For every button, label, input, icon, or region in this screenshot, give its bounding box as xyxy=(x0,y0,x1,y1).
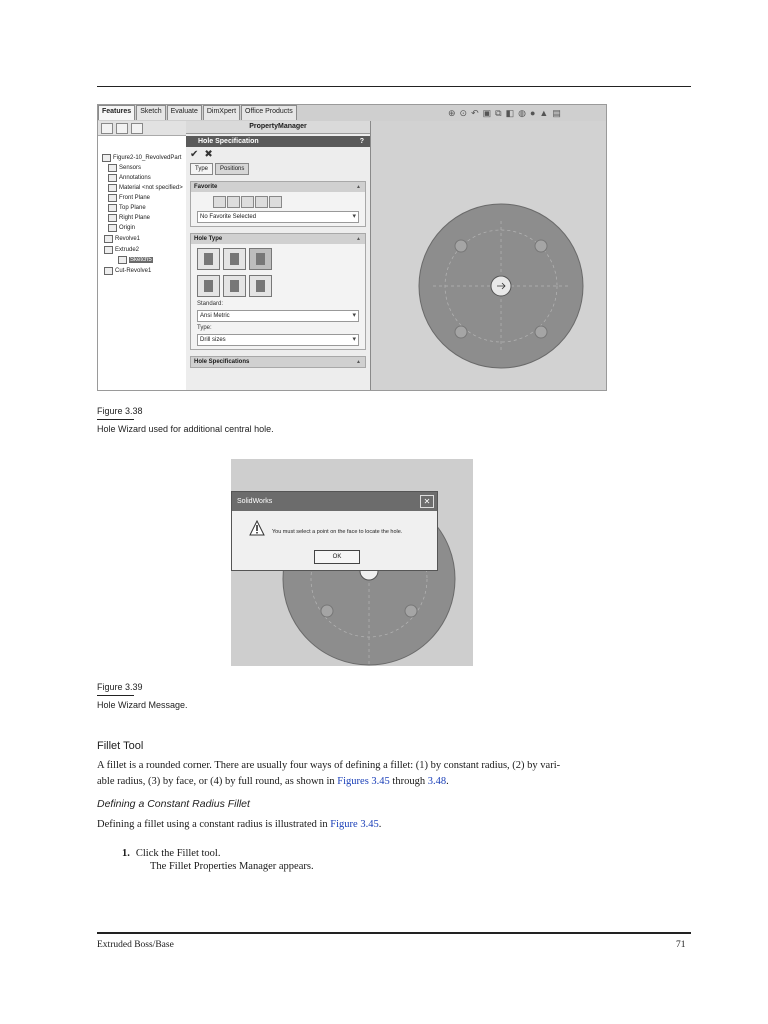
figure-3-38-number: Figure 3.38 xyxy=(97,406,143,416)
part-icon xyxy=(102,154,111,162)
tree-item-top-plane[interactable]: Top Plane xyxy=(108,203,146,212)
link-3-48[interactable]: 3.48 xyxy=(427,776,447,787)
hole-specifications-group xyxy=(190,356,366,368)
legacy-hole-icon[interactable] xyxy=(249,275,272,297)
delete-favorite-icon[interactable] xyxy=(255,196,268,208)
counterbore-icon[interactable] xyxy=(197,248,220,270)
hole-icon[interactable] xyxy=(249,248,272,270)
subsection-heading: Defining a Constant Radius Fillet xyxy=(97,798,250,810)
figure-hole-wizard-screenshot xyxy=(97,104,607,391)
caption-rule xyxy=(97,419,134,420)
solidworks-dialog xyxy=(231,491,438,571)
property-manager-title: PropertyManager xyxy=(186,121,370,134)
sketch-icon xyxy=(118,256,127,264)
close-icon[interactable]: ✕ xyxy=(420,495,434,508)
plane-icon xyxy=(108,214,117,222)
property-manager-panel xyxy=(186,121,371,391)
view-settings-icon[interactable]: ▤ xyxy=(552,108,561,118)
tapered-tap-icon[interactable] xyxy=(223,275,246,297)
straight-tap-icon[interactable] xyxy=(197,275,220,297)
tab-dimxpert[interactable]: DimXpert xyxy=(203,105,240,120)
figure-3-39-caption: Hole Wizard Message. xyxy=(97,700,188,710)
cut-revolve-icon xyxy=(104,267,113,275)
tree-item-sketch5[interactable]: Sketch5 xyxy=(118,255,153,264)
tab-type[interactable]: Type xyxy=(190,163,213,175)
sensor-icon xyxy=(108,164,117,172)
tab-features[interactable]: Features xyxy=(98,105,135,120)
favorite-group xyxy=(190,181,366,227)
section-heading: Fillet Tool xyxy=(97,740,144,752)
link-figure-3-45[interactable]: Figure 3.45 xyxy=(330,819,379,830)
material-icon xyxy=(108,184,117,192)
tree-item-sensors[interactable]: Sensors xyxy=(108,163,141,172)
feature-manager-tree xyxy=(98,121,187,391)
step-text: Click the Fillet tool. xyxy=(135,848,221,859)
step-result: The Fillet Properties Manager appears. xyxy=(150,861,314,872)
command-manager-tabs xyxy=(98,105,298,120)
constant-radius-paragraph: Defining a fillet using a constant radius is illustrated in Figure 3.45. xyxy=(97,819,382,830)
view-orientation-icon[interactable]: ⧉ xyxy=(495,108,502,118)
step-1 xyxy=(122,846,220,861)
tree-item-cut-revolve1[interactable]: Cut-Revolve1 xyxy=(104,266,151,275)
apply-defaults-icon[interactable] xyxy=(213,196,226,208)
part-model-drawing xyxy=(371,121,606,390)
standard-select[interactable]: Ansi Metric ▾ xyxy=(197,310,359,322)
favorite-header[interactable]: Favorite ▲ xyxy=(191,182,365,192)
plane-icon xyxy=(108,194,117,202)
zoom-to-fit-icon[interactable]: ⊕ xyxy=(448,108,456,118)
warning-icon xyxy=(249,520,265,536)
section-view-icon[interactable]: ▣ xyxy=(482,108,492,118)
header-rule xyxy=(97,86,691,87)
tab-office-products[interactable]: Office Products xyxy=(241,105,297,120)
tree-item-part[interactable]: Figure2-10_RevolvedPart xyxy=(102,153,181,162)
step-number: 1. xyxy=(122,848,130,859)
figure-hole-wizard-message xyxy=(231,459,473,666)
previous-view-icon[interactable]: ↶ xyxy=(471,108,479,118)
hole-type-header[interactable]: Hole Type ▲ xyxy=(191,234,365,244)
hole-specification-bar: Hole Specification ? xyxy=(186,136,370,147)
pm-tabs xyxy=(186,163,370,175)
scene-icon[interactable]: ▲ xyxy=(539,108,549,118)
hole-specifications-header[interactable]: Hole Specifications ▲ xyxy=(191,357,365,367)
favorite-icons xyxy=(213,196,365,208)
figure-3-38-caption: Hole Wizard used for additional central hole. xyxy=(97,424,274,434)
update-favorite-icon[interactable] xyxy=(241,196,254,208)
revolve-icon xyxy=(104,235,113,243)
origin-icon xyxy=(108,224,117,232)
caption-rule xyxy=(97,695,134,696)
type-select[interactable]: Drill sizes ▾ xyxy=(197,334,359,346)
tree-header xyxy=(98,121,186,136)
cancel-x-icon[interactable]: ✖ xyxy=(204,148,213,160)
feature-manager-icon[interactable] xyxy=(101,123,113,134)
view-toolbar xyxy=(448,108,561,119)
tree-item-right-plane[interactable]: Right Plane xyxy=(108,213,150,222)
annotation-icon xyxy=(108,174,117,182)
tree-item-material[interactable]: Material <not specified> xyxy=(108,183,183,192)
help-icon[interactable]: ? xyxy=(359,138,364,145)
tree-item-extrude2[interactable]: Extrude2 xyxy=(104,245,139,254)
tree-item-origin[interactable]: Origin xyxy=(108,223,135,232)
link-figures-3-45[interactable]: Figures 3.45 xyxy=(337,776,390,787)
extrude-icon xyxy=(104,246,113,254)
plane-icon xyxy=(108,204,117,212)
dialog-title-bar: SolidWorks ✕ xyxy=(232,492,437,511)
tab-sketch[interactable]: Sketch xyxy=(136,105,165,120)
footer-section-title: Extruded Boss/Base xyxy=(97,940,174,950)
tab-positions[interactable]: Positions xyxy=(215,163,249,175)
tree-item-annotations[interactable]: Annotations xyxy=(108,173,151,182)
hole-type-group xyxy=(190,233,366,350)
hide-show-icon[interactable]: ◍ xyxy=(518,108,526,118)
type-label: Type: xyxy=(197,325,212,331)
ok-button[interactable]: OK xyxy=(314,550,360,564)
hole-type-grid xyxy=(197,248,359,297)
page-number: 71 xyxy=(676,940,686,950)
add-favorite-icon[interactable] xyxy=(227,196,240,208)
tree-item-front-plane[interactable]: Front Plane xyxy=(108,193,150,202)
zoom-area-icon[interactable]: ⊙ xyxy=(459,108,468,118)
display-style-icon[interactable]: ◧ xyxy=(505,108,515,118)
fillet-intro-paragraph: A fillet is a rounded corner. There are usually four ways of defining a fillet: (1) by constant radius, (2) by vari- able radius, (3) by face, or (4) by full round, as shown in Figures 3.45 through 3.48. xyxy=(97,760,561,787)
countersink-icon[interactable] xyxy=(223,248,246,270)
tree-item-revolve1[interactable]: Revolve1 xyxy=(104,234,140,243)
graphics-viewport[interactable] xyxy=(371,121,606,390)
figure-3-39-number: Figure 3.39 xyxy=(97,682,143,692)
configuration-manager-icon[interactable] xyxy=(131,123,143,134)
appearance-icon[interactable]: ● xyxy=(529,108,536,118)
save-favorite-icon[interactable] xyxy=(269,196,282,208)
favorite-select[interactable]: No Favorite Selected ▾ xyxy=(197,211,359,223)
ok-check-icon[interactable]: ✔ xyxy=(190,148,199,160)
property-manager-icon[interactable] xyxy=(116,123,128,134)
standard-label: Standard: xyxy=(197,301,224,307)
ok-cancel-row xyxy=(186,147,370,161)
tab-evaluate[interactable]: Evaluate xyxy=(167,105,202,120)
dialog-message: You must select a point on the face to locate the hole. xyxy=(272,529,403,535)
footer-rule xyxy=(97,932,691,934)
